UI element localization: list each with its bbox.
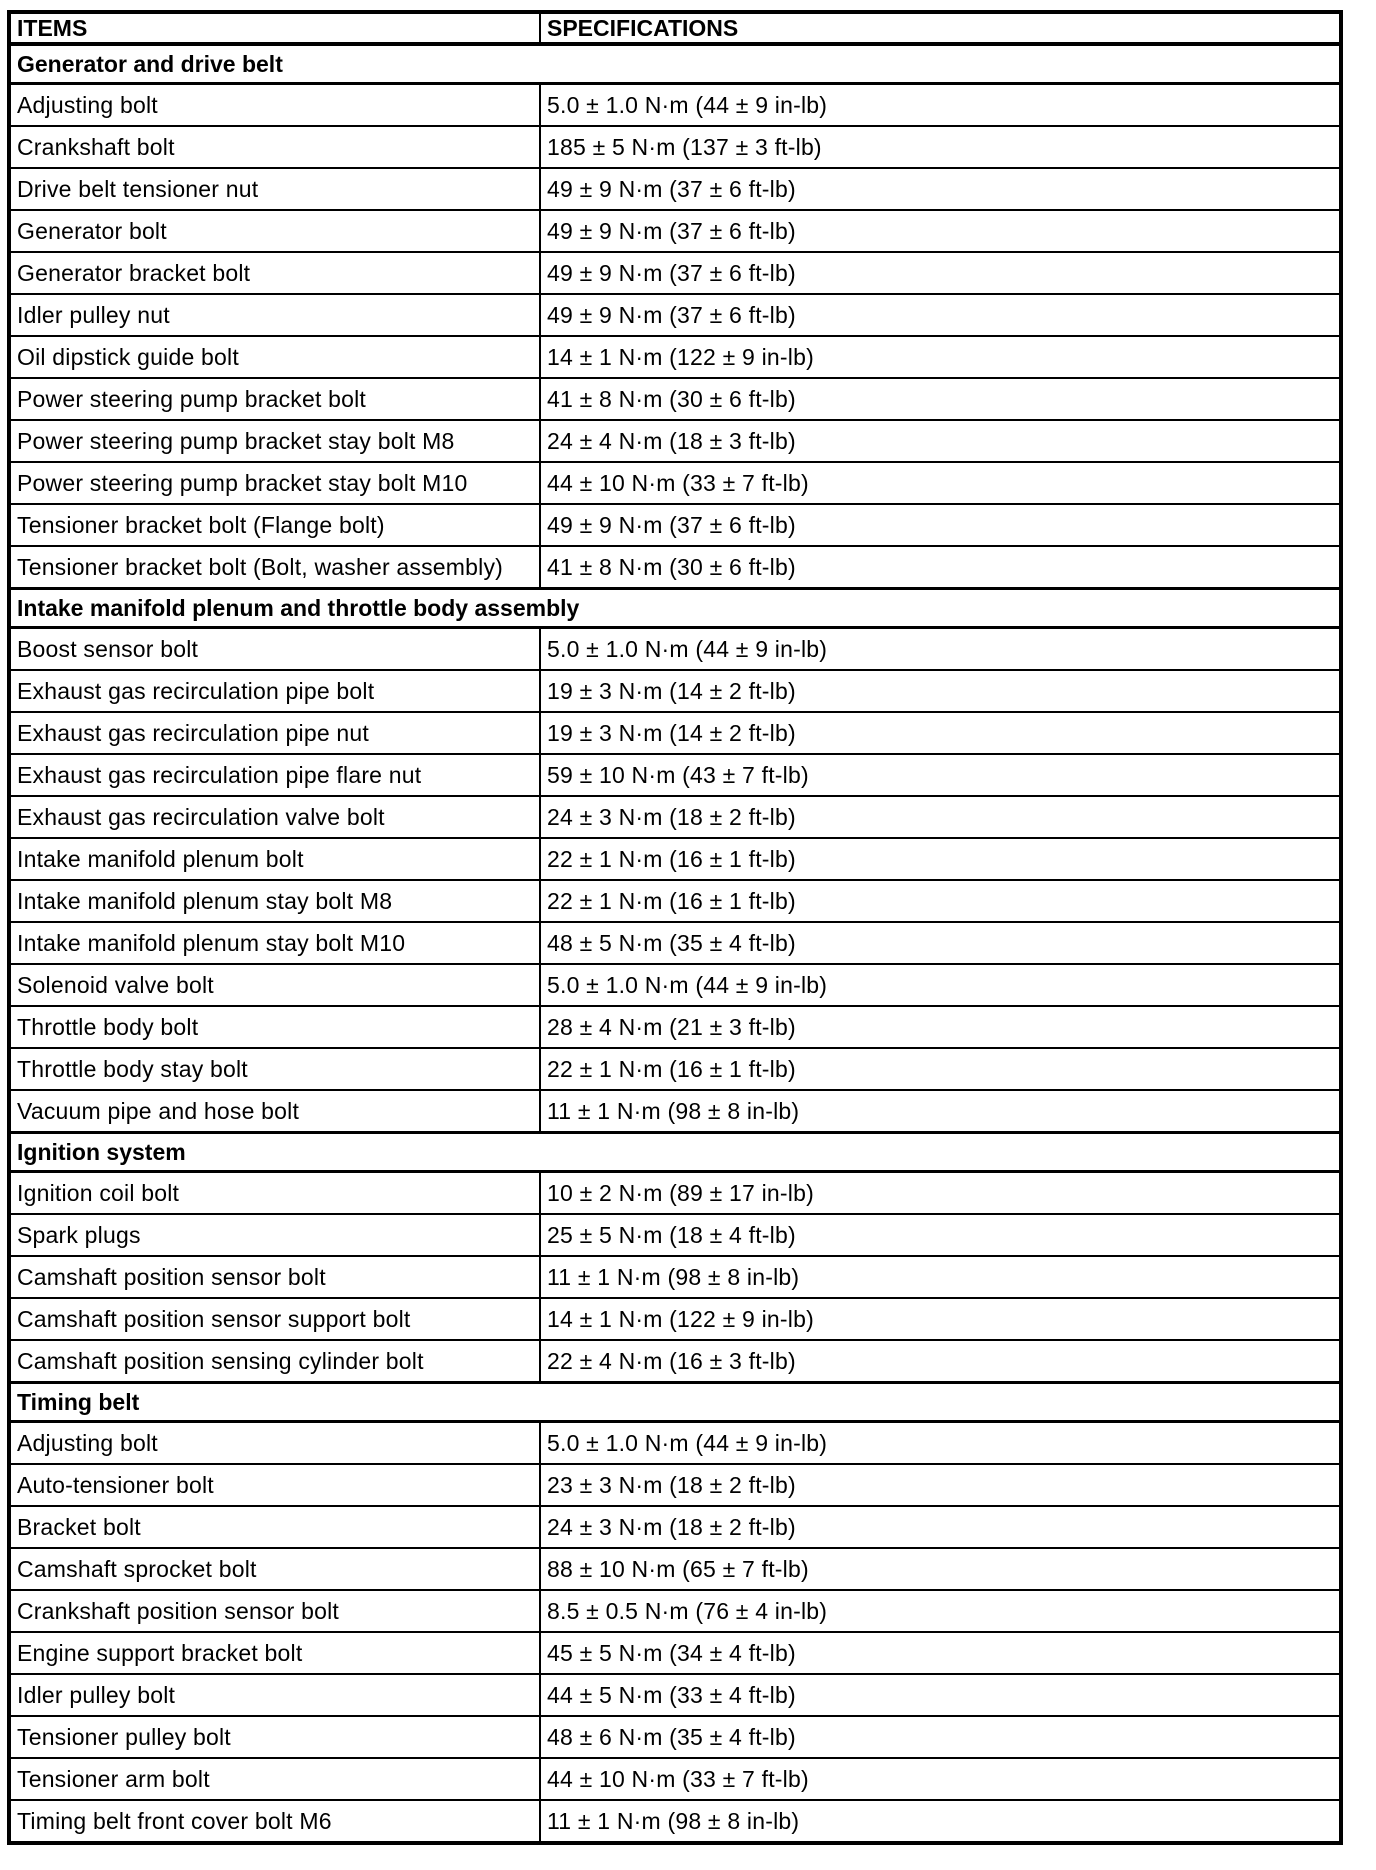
table-row	[9, 462, 1341, 504]
spec-cell: 11 ± 1 N·m (98 ± 8 in-lb)	[540, 1090, 1341, 1133]
spec-cell: 49 ± 9 N·m (37 ± 6 ft-lb)	[540, 294, 1341, 336]
section-row	[9, 1383, 1341, 1422]
table-row	[9, 294, 1341, 336]
table-row	[9, 1674, 1341, 1716]
spec-cell: 19 ± 3 N·m (14 ± 2 ft-lb)	[540, 670, 1341, 712]
table-row	[9, 838, 1341, 880]
spec-cell: 22 ± 1 N·m (16 ± 1 ft-lb)	[540, 880, 1341, 922]
item-cell: Power steering pump bracket bolt	[9, 378, 540, 420]
spec-cell: 5.0 ± 1.0 N·m (44 ± 9 in-lb)	[540, 84, 1341, 127]
table-row	[9, 670, 1341, 712]
section-row	[9, 589, 1341, 628]
item-cell: Vacuum pipe and hose bolt	[9, 1090, 540, 1133]
spec-cell: 5.0 ± 1.0 N·m (44 ± 9 in-lb)	[540, 964, 1341, 1006]
table-row	[9, 880, 1341, 922]
item-cell: Throttle body stay bolt	[9, 1048, 540, 1090]
item-cell: Oil dipstick guide bolt	[9, 336, 540, 378]
item-cell: Tensioner arm bolt	[9, 1758, 540, 1800]
spec-cell: 44 ± 10 N·m (33 ± 7 ft-lb)	[540, 462, 1341, 504]
table-row	[9, 964, 1341, 1006]
table-body	[9, 44, 1341, 1843]
table-row	[9, 1632, 1341, 1674]
section-title: Intake manifold plenum and throttle body assembly	[9, 589, 1341, 628]
spec-cell: 22 ± 1 N·m (16 ± 1 ft-lb)	[540, 838, 1341, 880]
column-header-specifications: SPECIFICATIONS	[540, 12, 1341, 44]
item-cell: Auto-tensioner bolt	[9, 1464, 540, 1506]
spec-cell: 49 ± 9 N·m (37 ± 6 ft-lb)	[540, 168, 1341, 210]
item-cell: Throttle body bolt	[9, 1006, 540, 1048]
table-row	[9, 252, 1341, 294]
item-cell: Boost sensor bolt	[9, 628, 540, 671]
column-header-items: ITEMS	[9, 12, 540, 44]
table-row	[9, 1048, 1341, 1090]
item-cell: Camshaft sprocket bolt	[9, 1548, 540, 1590]
spec-cell: 49 ± 9 N·m (37 ± 6 ft-lb)	[540, 210, 1341, 252]
table-row	[9, 1422, 1341, 1465]
table-row	[9, 1006, 1341, 1048]
table-row	[9, 1506, 1341, 1548]
item-cell: Intake manifold plenum stay bolt M8	[9, 880, 540, 922]
spec-cell: 14 ± 1 N·m (122 ± 9 in-lb)	[540, 1298, 1341, 1340]
table-row	[9, 1256, 1341, 1298]
item-cell: Tensioner bracket bolt (Flange bolt)	[9, 504, 540, 546]
spec-cell: 44 ± 10 N·m (33 ± 7 ft-lb)	[540, 1758, 1341, 1800]
spec-cell: 45 ± 5 N·m (34 ± 4 ft-lb)	[540, 1632, 1341, 1674]
table-row	[9, 754, 1341, 796]
item-cell: Exhaust gas recirculation pipe bolt	[9, 670, 540, 712]
table-row	[9, 1590, 1341, 1632]
section-title: Ignition system	[9, 1133, 1341, 1172]
spec-cell: 48 ± 5 N·m (35 ± 4 ft-lb)	[540, 922, 1341, 964]
spec-cell: 48 ± 6 N·m (35 ± 4 ft-lb)	[540, 1716, 1341, 1758]
table-row	[9, 1800, 1341, 1843]
table-row	[9, 378, 1341, 420]
item-cell: Spark plugs	[9, 1214, 540, 1256]
table-row	[9, 1298, 1341, 1340]
item-cell: Intake manifold plenum bolt	[9, 838, 540, 880]
table-header	[9, 12, 1341, 44]
item-cell: Exhaust gas recirculation pipe nut	[9, 712, 540, 754]
spec-cell: 24 ± 3 N·m (18 ± 2 ft-lb)	[540, 1506, 1341, 1548]
section-row	[9, 1133, 1341, 1172]
spec-cell: 25 ± 5 N·m (18 ± 4 ft-lb)	[540, 1214, 1341, 1256]
spec-cell: 49 ± 9 N·m (37 ± 6 ft-lb)	[540, 504, 1341, 546]
table-row	[9, 1090, 1341, 1133]
item-cell: Ignition coil bolt	[9, 1172, 540, 1215]
table-row	[9, 1548, 1341, 1590]
spec-cell: 10 ± 2 N·m (89 ± 17 in-lb)	[540, 1172, 1341, 1215]
item-cell: Exhaust gas recirculation pipe flare nut	[9, 754, 540, 796]
header-row	[9, 12, 1341, 44]
item-cell: Drive belt tensioner nut	[9, 168, 540, 210]
spec-cell: 19 ± 3 N·m (14 ± 2 ft-lb)	[540, 712, 1341, 754]
item-cell: Bracket bolt	[9, 1506, 540, 1548]
spec-cell: 14 ± 1 N·m (122 ± 9 in-lb)	[540, 336, 1341, 378]
item-cell: Power steering pump bracket stay bolt M10	[9, 462, 540, 504]
spec-cell: 59 ± 10 N·m (43 ± 7 ft-lb)	[540, 754, 1341, 796]
item-cell: Timing belt front cover bolt M6	[9, 1800, 540, 1843]
spec-cell: 23 ± 3 N·m (18 ± 2 ft-lb)	[540, 1464, 1341, 1506]
spec-cell: 5.0 ± 1.0 N·m (44 ± 9 in-lb)	[540, 1422, 1341, 1465]
table-row	[9, 126, 1341, 168]
item-cell: Tensioner bracket bolt (Bolt, washer assembly)	[9, 546, 540, 589]
section-title: Generator and drive belt	[9, 44, 1341, 84]
table-row	[9, 420, 1341, 462]
spec-cell: 5.0 ± 1.0 N·m (44 ± 9 in-lb)	[540, 628, 1341, 671]
table-row	[9, 628, 1341, 671]
spec-cell: 28 ± 4 N·m (21 ± 3 ft-lb)	[540, 1006, 1341, 1048]
item-cell: Solenoid valve bolt	[9, 964, 540, 1006]
table-row	[9, 546, 1341, 589]
item-cell: Camshaft position sensor support bolt	[9, 1298, 540, 1340]
item-cell: Crankshaft bolt	[9, 126, 540, 168]
spec-cell: 11 ± 1 N·m (98 ± 8 in-lb)	[540, 1800, 1341, 1843]
item-cell: Idler pulley nut	[9, 294, 540, 336]
item-cell: Adjusting bolt	[9, 84, 540, 127]
item-cell: Engine support bracket bolt	[9, 1632, 540, 1674]
spec-cell: 88 ± 10 N·m (65 ± 7 ft-lb)	[540, 1548, 1341, 1590]
table-row	[9, 1340, 1341, 1383]
spec-cell: 185 ± 5 N·m (137 ± 3 ft-lb)	[540, 126, 1341, 168]
item-cell: Camshaft position sensor bolt	[9, 1256, 540, 1298]
table-row	[9, 84, 1341, 127]
table-row	[9, 1716, 1341, 1758]
spec-cell: 24 ± 3 N·m (18 ± 2 ft-lb)	[540, 796, 1341, 838]
table-row	[9, 712, 1341, 754]
table-row	[9, 1172, 1341, 1215]
spec-cell: 11 ± 1 N·m (98 ± 8 in-lb)	[540, 1256, 1341, 1298]
section-row	[9, 44, 1341, 84]
item-cell: Adjusting bolt	[9, 1422, 540, 1465]
spec-cell: 44 ± 5 N·m (33 ± 4 ft-lb)	[540, 1674, 1341, 1716]
torque-spec-table	[7, 10, 1343, 1845]
table-row	[9, 1214, 1341, 1256]
item-cell: Camshaft position sensing cylinder bolt	[9, 1340, 540, 1383]
table-row	[9, 1758, 1341, 1800]
table-row	[9, 796, 1341, 838]
table-row	[9, 922, 1341, 964]
item-cell: Crankshaft position sensor bolt	[9, 1590, 540, 1632]
item-cell: Exhaust gas recirculation valve bolt	[9, 796, 540, 838]
spec-cell: 41 ± 8 N·m (30 ± 6 ft-lb)	[540, 378, 1341, 420]
spec-cell: 24 ± 4 N·m (18 ± 3 ft-lb)	[540, 420, 1341, 462]
item-cell: Power steering pump bracket stay bolt M8	[9, 420, 540, 462]
item-cell: Generator bracket bolt	[9, 252, 540, 294]
item-cell: Generator bolt	[9, 210, 540, 252]
table-row	[9, 210, 1341, 252]
spec-cell: 41 ± 8 N·m (30 ± 6 ft-lb)	[540, 546, 1341, 589]
table-row	[9, 1464, 1341, 1506]
item-cell: Idler pulley bolt	[9, 1674, 540, 1716]
spec-cell: 22 ± 1 N·m (16 ± 1 ft-lb)	[540, 1048, 1341, 1090]
section-title: Timing belt	[9, 1383, 1341, 1422]
item-cell: Tensioner pulley bolt	[9, 1716, 540, 1758]
table-row	[9, 504, 1341, 546]
item-cell: Intake manifold plenum stay bolt M10	[9, 922, 540, 964]
spec-cell: 22 ± 4 N·m (16 ± 3 ft-lb)	[540, 1340, 1341, 1383]
table-row	[9, 336, 1341, 378]
spec-cell: 49 ± 9 N·m (37 ± 6 ft-lb)	[540, 252, 1341, 294]
table-row	[9, 168, 1341, 210]
spec-cell: 8.5 ± 0.5 N·m (76 ± 4 in-lb)	[540, 1590, 1341, 1632]
